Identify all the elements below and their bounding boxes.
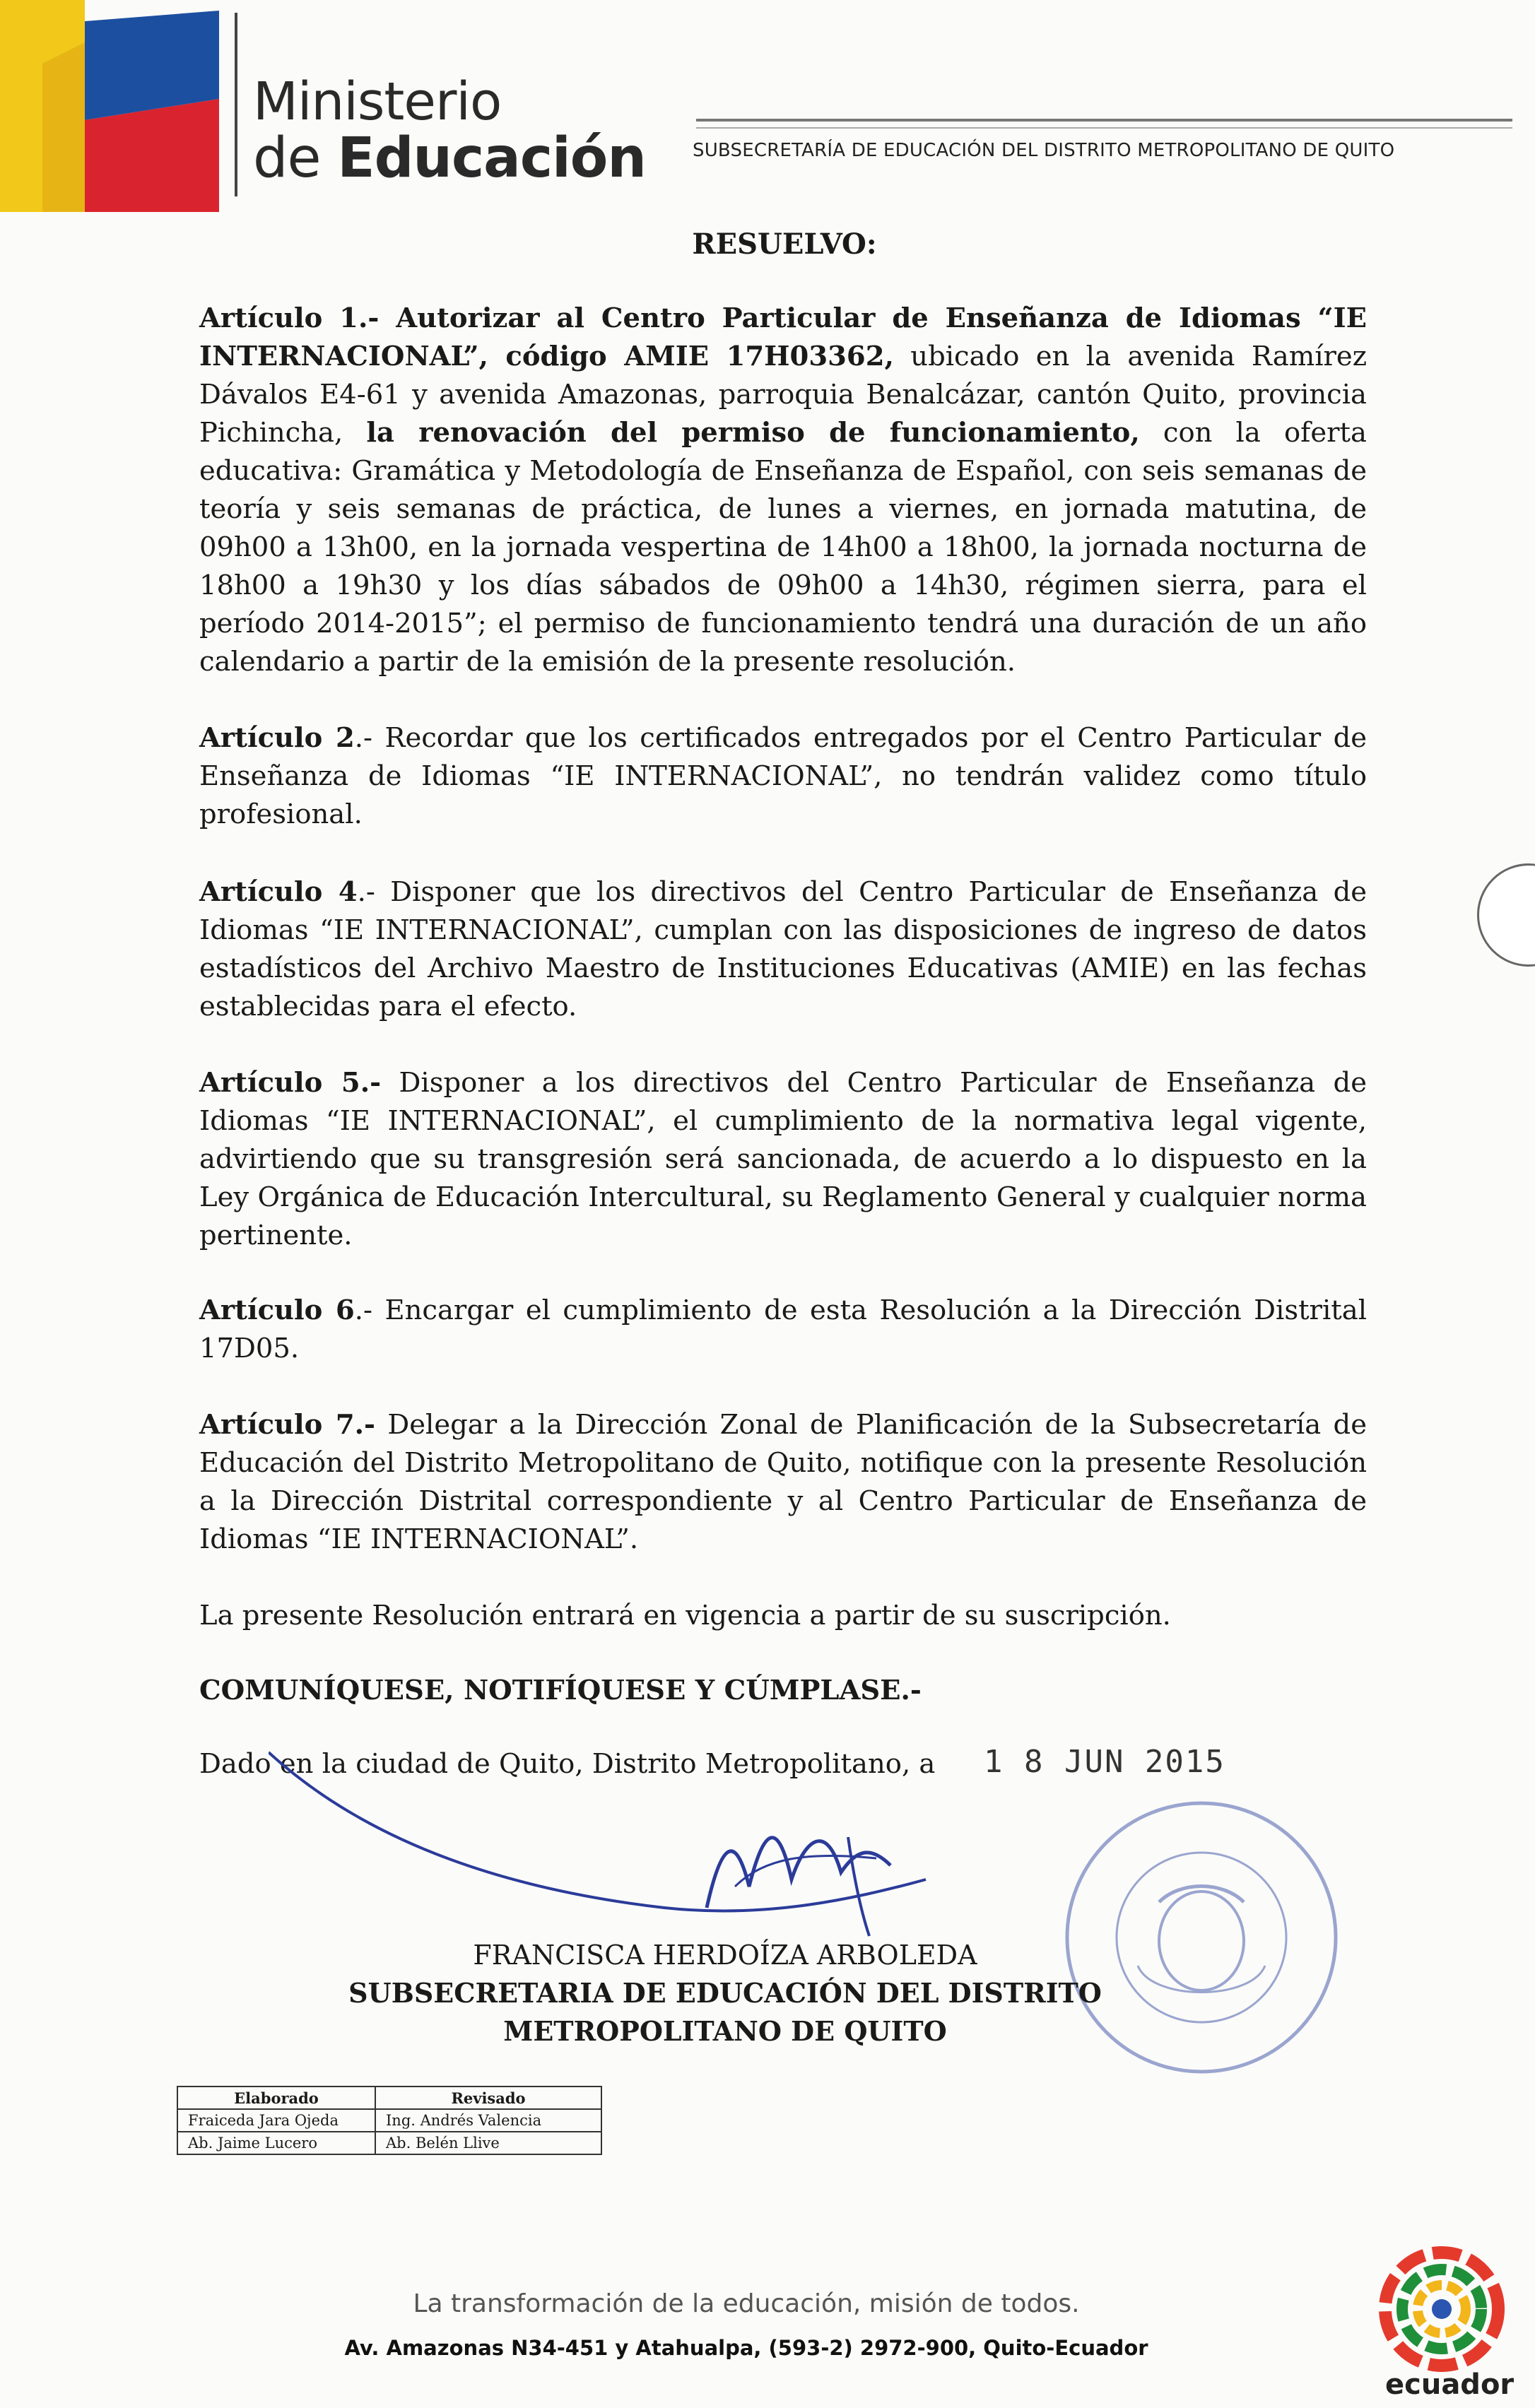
article-1: Artículo 1.- Autorizar al Centro Particular de Enseñanza de Idiomas “IE INTERNACIONAL”, código AMIE 17H03362, ubicado en la avenida Ramírez Dávalos E4-61 y avenida Amazonas, parroquia Benalcázar, cantón Quito, provincia Pichincha, la renovación del permiso de funcionamiento, con la oferta educativa: Gramática y Metodología de Enseñanza de Español, con seis semanas de teoría y seis semanas de práctica, de lunes a viernes, en jornada matutina, de 09h00 a 13h00, en la jornada vespertina de 14h00 a 18h00, la jornada nocturna de 18h00 a 19h30 y los días sábados de 09h00 a 14h30, régimen sierra, para el período 2014-2015”; el permiso de funcionamiento tendrá una duración de un año calendario a partir de la emisión de la presente resolución. [199, 302, 1367, 678]
punch-hole [1477, 863, 1535, 967]
header-rule [696, 119, 1512, 122]
handwritten-signature-icon [269, 1745, 975, 1957]
resolution-heading: RESUELVO: [692, 228, 877, 261]
table-row [177, 2109, 601, 2132]
review-table [177, 2086, 602, 2155]
ecuador-brand-text: ecuador [1385, 2368, 1515, 2401]
article-5: Artículo 5.- Disponer a los directivos del Centro Particular de Enseñanza de Idiomas “IE INTERNACIONAL”, el cumplimiento de la normativa legal vigente, advirtiendo que su transgresión será sancionada, de acuerdo a lo dispuesto en la Ley Orgánica de Educación Intercultural, su Reglamento General y cualquier norma pertinente. [199, 1067, 1367, 1251]
ministry-logo-text [253, 71, 646, 190]
signer-name: FRANCISCA HERDOÍZA ARBOLEDA [473, 1940, 977, 1971]
table-cell: Ab. Belén Llive [375, 2132, 601, 2154]
header-rule-thin [696, 127, 1512, 129]
dado-en-line: Dado en la ciudad de Quito, Distrito Metropolitano, a [199, 1748, 936, 1780]
article-7: Artículo 7.- Delegar a la Dirección Zonal de Planificación de la Subsecretaría de Educación del Distrito Metropolitano de Quito, notifique con la presente Resolución a la Dirección Distrital correspondiente y al Centro Particular de Enseñanza de Idiomas “IE INTERNACIONAL”. [199, 1409, 1367, 1555]
table-cell: Ab. Jaime Lucero [177, 2132, 375, 2154]
footer-address: Av. Amazonas N34-451 y Atahualpa, (593-2) 2972-900, Quito-Ecuador [344, 2336, 1148, 2360]
ministry-logo-flag-icon [0, 0, 233, 212]
signer-title-line1: SUBSECRETARIA DE EDUCACIÓN DEL DISTRITO [348, 1977, 1102, 2009]
vigencia-clause: La presente Resolución entrará en vigencia a partir de su suscripción. [199, 1600, 1171, 1631]
ecuador-brand-logo-icon [1378, 2245, 1505, 2373]
ministry-name-line1: Ministerio [253, 71, 502, 132]
table-cell: Ing. Andrés Valencia [375, 2109, 601, 2132]
signer-title-line2: METROPOLITANO DE QUITO [503, 2015, 947, 2047]
ministry-name-line2: de Educación [253, 126, 646, 190]
article-4: Artículo 4.- Disponer que los directivos del Centro Particular de Enseñanza de Idiomas “IE INTERNACIONAL”, cumplan con las disposiciones de ingreso de datos estadísticos del Archivo Maestro de Instituciones Educativas (AMIE) en las fechas establecidas para el efecto. [199, 876, 1367, 1022]
table-header-revisado: Revisado [375, 2087, 601, 2109]
article-2: Artículo 2.- Recordar que los certificados entregados por el Centro Particular de Enseñanza de Idiomas “IE INTERNACIONAL”, no tendrán validez como título profesional. [199, 722, 1367, 830]
date-stamp: 1 8 JUN 2015 [984, 1744, 1225, 1780]
subsecretariat-header: SUBSECRETARÍA DE EDUCACIÓN DEL DISTRITO METROPOLITANO DE QUITO [693, 140, 1395, 161]
table-header-elaborado: Elaborado [177, 2087, 375, 2109]
table-row [177, 2132, 601, 2154]
table-cell: Fraiceda Jara Ojeda [177, 2109, 375, 2132]
article-6: Artículo 6.- Encargar el cumplimiento de esta Resolución a la Dirección Distrital 17D05. [199, 1294, 1368, 1364]
comuniquese-clause: COMUNÍQUESE, NOTIFÍQUESE Y CÚMPLASE.- [199, 1675, 922, 1706]
logo-divider [235, 13, 237, 196]
footer-slogan: La transformación de la educación, misión de todos. [413, 2289, 1080, 2318]
table-header-row [177, 2087, 601, 2109]
